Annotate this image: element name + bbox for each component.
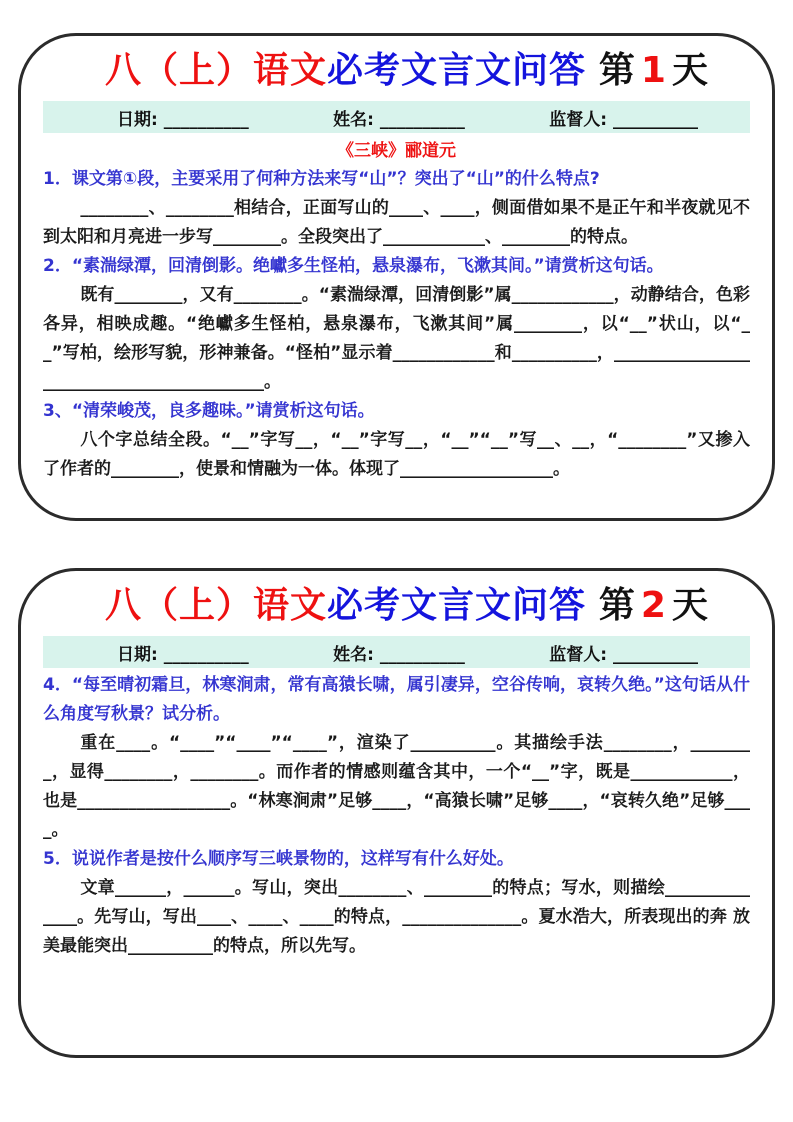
day-badge (599, 48, 708, 94)
question-1: 1．课文第①段，主要采用了何种方法来写“山”？突出了“山”的什么特点? (43, 169, 600, 189)
info-bar (43, 101, 750, 133)
name-blank: __________ (379, 644, 465, 665)
name-blank: __________ (379, 109, 465, 130)
answer-3: 八个字总结全段。“__”字写__，“__”字写__，“__”“__”写__、__，“________”又掺入了作者的________，使景和情融为一体。体现了__________________。 (43, 430, 750, 479)
date-blank: __________ (163, 644, 249, 665)
answer-1: ________、________相结合，正面写山的____、____，侧面借如果不是正午和半夜就见不到太阳和月亮进一步写________。全段突出了____________、________的特点。 (43, 198, 750, 247)
answer-5: 文章______，______。写山，突出________、________的特点；写水，则描绘______________。先写山，写出____、____、____的特点，______________。夏水浩大，所表现出的奔 放美最能突出__________的特点，所以先写。 (43, 878, 750, 956)
worksheet-title (105, 48, 586, 94)
title-subject-part: 必考文言文问答 (327, 50, 587, 91)
name-label: 姓名: (333, 109, 374, 130)
supervisor-field (549, 640, 698, 665)
info-bar (43, 636, 750, 668)
answer-4: 重在____。“____”“____”“____”，渲染了__________。其描绘手法________，________，显得________，________。而作者的情感则蕴含其中，一个“__”字，既是____________，也是__________________。“林寒涧肃”足够____，“高猿长啸”足够____，“哀转久绝”足够____。 (43, 733, 750, 840)
date-field (117, 640, 249, 665)
title-grade-part: 八（上）语文 (105, 585, 328, 626)
qa-section-day1 (43, 165, 750, 484)
supervisor-field (549, 105, 698, 130)
date-label: 日期: (117, 109, 158, 130)
supervisor-label: 监督人: (549, 644, 608, 665)
question-3: 3、“清荣峻茂，良多趣味。”请赏析这句话。 (43, 401, 375, 421)
supervisor-label: 监督人: (549, 109, 608, 130)
card-title (43, 46, 750, 94)
title-subject-part: 必考文言文问答 (327, 585, 587, 626)
question-4: 4．“每至晴初霜旦，林寒涧肃，常有高猿长啸，属引凄异，空谷传响，哀转久绝。”这句话从什么角度写秋景？试分析。 (43, 675, 750, 724)
day-prefix: 第 (598, 585, 635, 626)
date-field (117, 105, 249, 130)
name-field (333, 105, 465, 130)
date-blank: __________ (163, 109, 249, 130)
worksheet-card-day1 (18, 33, 775, 521)
lesson-subtitle: 《三峡》郦道元 (337, 141, 456, 161)
question-5: 5．说说作者是按什么顺序写三峡景物的，这样写有什么好处。 (43, 849, 514, 869)
supervisor-blank: __________ (612, 109, 698, 130)
card-title (43, 581, 750, 629)
day-number: 2 (640, 585, 666, 626)
date-label: 日期: (117, 644, 158, 665)
question-2: 2．“素湍绿潭，回清倒影。绝巘多生怪柏，悬泉瀑布，飞漱其间。”请赏析这句话。 (43, 256, 664, 276)
day-suffix: 天 (671, 50, 708, 91)
day-prefix: 第 (598, 50, 635, 91)
supervisor-blank: __________ (612, 644, 698, 665)
answer-2: 既有________，又有________。“素湍绿潭，回清倒影”属____________，动静结合，色彩各异，相映成趣。“绝巘多生怪柏，悬泉瀑布，飞漱其间”属________，以“__”状山，以“__”写柏，绘形写貌，形神兼备。“怪柏”显示着____________和__________，__________________________________________。 (43, 285, 750, 392)
name-field (333, 640, 465, 665)
worksheet-card-day2 (18, 568, 775, 1058)
day-number: 1 (640, 50, 666, 91)
qa-section-day2 (43, 671, 750, 961)
worksheet-title (105, 583, 586, 629)
name-label: 姓名: (333, 644, 374, 665)
day-badge (599, 583, 708, 629)
day-suffix: 天 (671, 585, 708, 626)
title-grade-part: 八（上）语文 (105, 50, 328, 91)
